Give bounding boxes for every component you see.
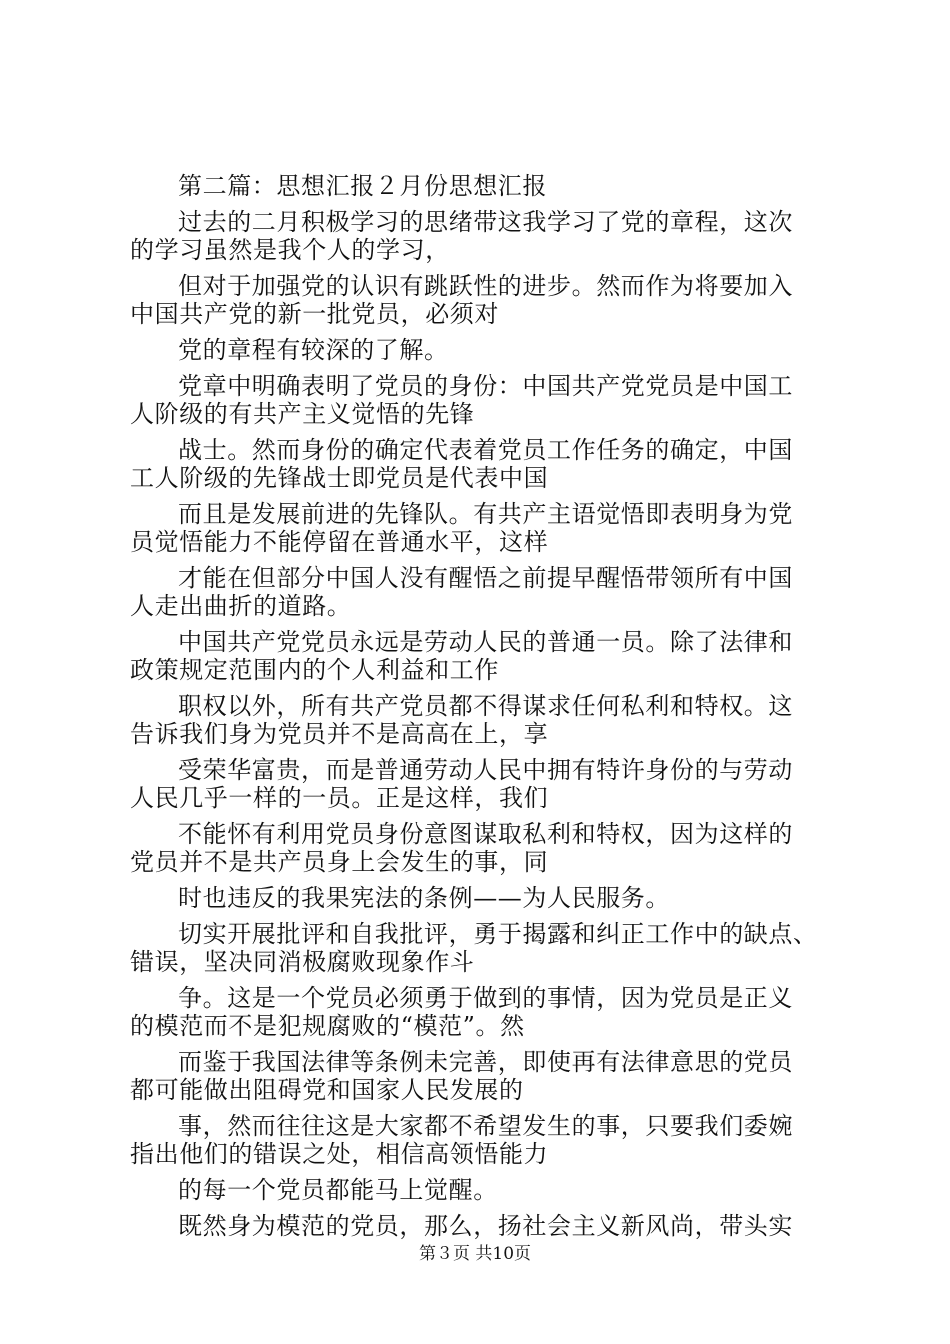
text-line: 不能怀有利用党员身份意图谋取私利和特权，因为这样的 — [178, 820, 793, 848]
text-line: 中国共产党的新一批党员，必须对 — [130, 300, 499, 328]
text-line: 党员并不是共产员身上会发生的事，同 — [130, 848, 549, 876]
text-line: 政策规定范围内的个人利益和工作 — [130, 656, 499, 684]
text-line: 战士。然而身份的确定代表着党员工作任务的确定，中国 — [178, 436, 793, 464]
text-line: 工人阶级的先锋战士即党员是代表中国 — [130, 464, 549, 492]
text-line: 职权以外，所有共产党员都不得谋求任何私利和特权。这 — [178, 692, 793, 720]
text-line: 第二篇：思想汇报２月份思想汇报 — [178, 172, 547, 200]
text-line: 员觉悟能力不能停留在普通水平，这样 — [130, 528, 549, 556]
document-body — [130, 172, 840, 1240]
text-line: 时也违反的我果宪法的条例——为人民服务。 — [178, 884, 670, 912]
text-line: 人阶级的有共产主义觉悟的先锋 — [130, 400, 475, 428]
text-line: 指出他们的错误之处，相信高领悟能力 — [130, 1140, 549, 1168]
text-line: 中国共产党党员永远是劳动人民的普通一员。除了法律和 — [178, 628, 793, 656]
text-line: 告诉我们身为党员并不是高高在上，享 — [130, 720, 549, 748]
text-line: 才能在但部分中国人没有醒悟之前提早醒悟带领所有中国 — [178, 564, 793, 592]
text-line: 人民几乎一样的一员。正是这样，我们 — [130, 784, 549, 812]
text-line: 切实开展批评和自我批评，勇于揭露和纠正工作中的缺点、 — [178, 920, 818, 948]
text-line: 的模范而不是犯规腐败的“模范”。然 — [130, 1012, 525, 1040]
text-line: 争。这是一个党员必须勇于做到的事情，因为党员是正义 — [178, 984, 793, 1012]
page-footer: 第３页 共10页 — [418, 1244, 532, 1264]
text-line: 错误，坚决同消极腐败现象作斗 — [130, 948, 475, 976]
text-line: 党章中明确表明了党员的身份：中国共产党党员是中国工 — [178, 372, 793, 400]
text-line: 人走出曲折的道路。 — [130, 592, 352, 620]
text-line: 而鉴于我国法律等条例未完善，即使再有法律意思的党员 — [178, 1048, 793, 1076]
text-line: 都可能做出阻碍党和国家人民发展的 — [130, 1076, 524, 1104]
text-line: 党的章程有较深的了解。 — [178, 336, 449, 364]
text-line: 但对于加强党的认识有跳跃性的进步。然而作为将要加入 — [178, 272, 793, 300]
text-line: 的每一个党员都能马上觉醒。 — [178, 1176, 498, 1204]
text-line: 事，然而往往这是大家都不希望发生的事，只要我们委婉 — [178, 1112, 793, 1140]
text-line: 而且是发展前进的先锋队。有共产主语觉悟即表明身为党 — [178, 500, 793, 528]
text-line: 的学习虽然是我个人的学习， — [130, 236, 450, 264]
text-line: 受荣华富贵，而是普通劳动人民中拥有特许身份的与劳动 — [178, 756, 793, 784]
text-line: 既然身为模范的党员，那么，扬社会主义新风尚，带头实 — [178, 1212, 793, 1240]
text-line: 过去的二月积极学习的思绪带这我学习了党的章程，这次 — [178, 208, 793, 236]
